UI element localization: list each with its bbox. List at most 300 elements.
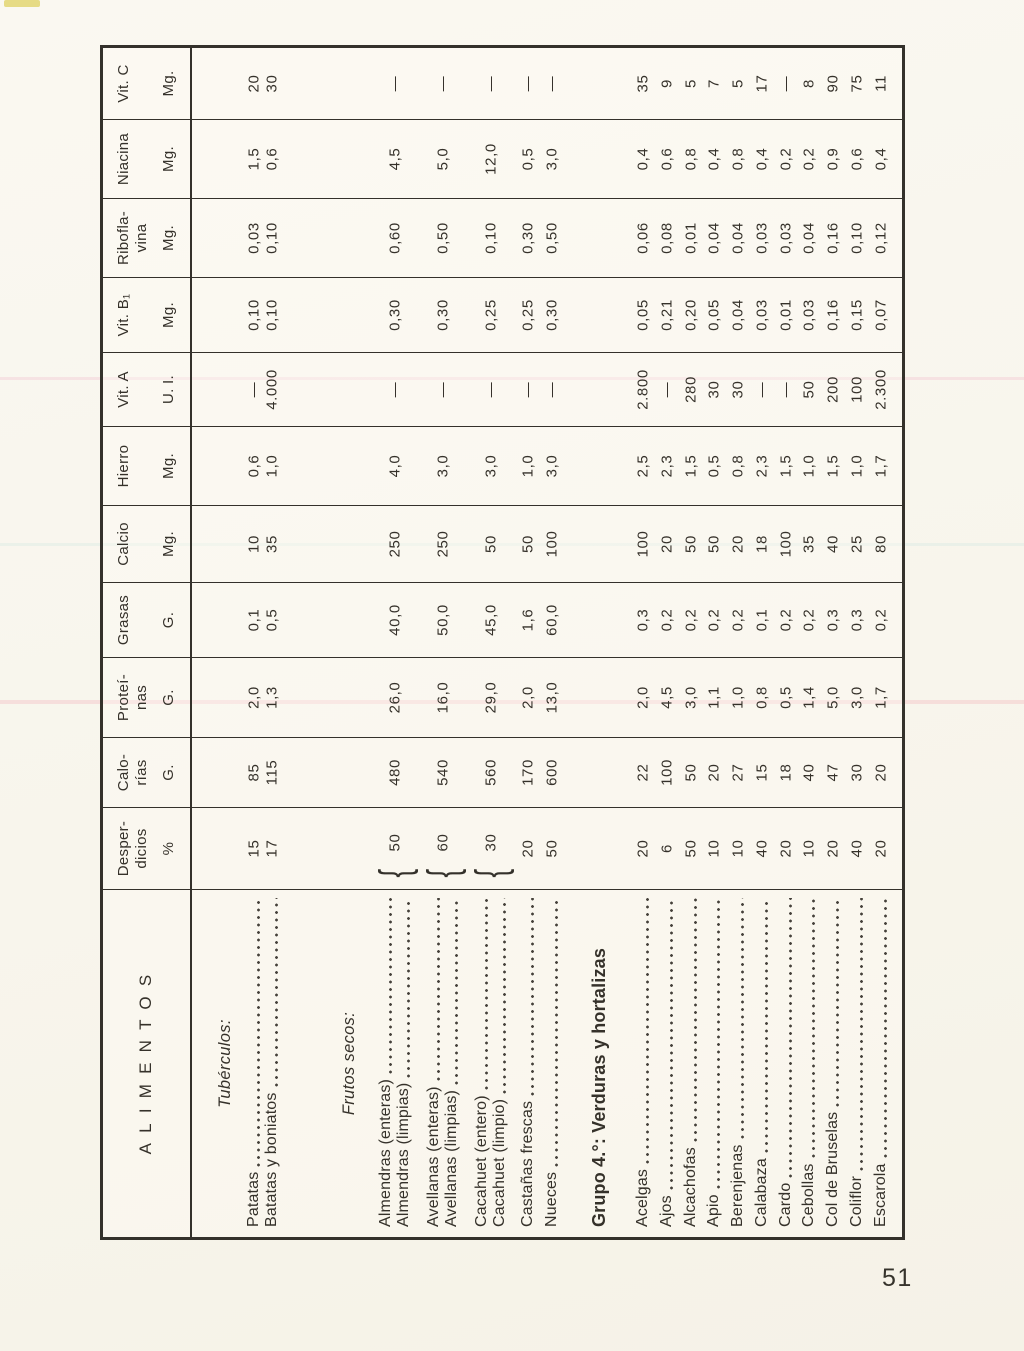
dotted-leader: [454, 898, 459, 1085]
cell-vit_c: 90: [824, 74, 842, 93]
cell-grasas: 0,2: [777, 608, 795, 632]
cell-riboflavina: 0,16: [824, 222, 842, 254]
column-header-unit: Mg.: [160, 453, 178, 479]
cell-grasas: 0,2: [682, 608, 700, 632]
cell-vit_c: 30: [263, 74, 281, 93]
cell-proteinas: 1,0: [729, 686, 747, 709]
cell-niacina: 0,9: [824, 147, 842, 171]
food-name-label: Alcachofas: [682, 1147, 699, 1227]
cell-vit_c: 20: [245, 74, 263, 93]
dotted-leader: [436, 898, 441, 1081]
cell-grasas: 0,5: [263, 608, 281, 632]
header-separator-line: [190, 48, 192, 1237]
column-header-name: [115, 133, 133, 185]
cell-calcio: 50: [482, 535, 500, 553]
cell-calcio: 100: [634, 530, 652, 558]
cell-desperdicios: 60: [434, 833, 452, 852]
cell-riboflavina: 0,50: [434, 222, 452, 254]
cell-vit_b1: 0,01: [777, 299, 795, 331]
food-row: [729, 896, 747, 1227]
cell-vit_c: —: [434, 75, 452, 92]
header-line: Niacina: [115, 132, 132, 186]
column-hierro: [103, 427, 902, 506]
cell-niacina: 4,5: [386, 147, 404, 171]
food-name-label: Calabaza: [753, 1158, 770, 1227]
column-header-desperdicios: [103, 808, 190, 889]
cell-grasas: 0,1: [245, 608, 263, 632]
column-riboflavina: [103, 199, 902, 278]
cell-niacina: 0,4: [634, 147, 652, 171]
column-desperdicios: [103, 808, 902, 890]
cell-calcio: 20: [729, 535, 747, 553]
cell-desperdicios: 20: [634, 839, 652, 858]
cell-vit_b1: 0,20: [682, 299, 700, 331]
cell-calorias: 30: [848, 763, 866, 782]
column-alimentos: [103, 890, 902, 1237]
cell-proteinas: 2,0: [634, 686, 652, 709]
rotated-table-container: [100, 45, 905, 1240]
cell-calorias: 40: [800, 763, 818, 782]
cell-niacina: 0,2: [800, 147, 818, 171]
column-vit_a: [103, 353, 902, 427]
cell-desperdicios: 17: [263, 839, 281, 858]
cell-calcio: 100: [777, 530, 795, 558]
food-name-label: Castañas frescas: [519, 1100, 536, 1227]
header-line: Proteí-: [115, 673, 132, 722]
cell-calcio: 35: [263, 535, 281, 553]
cell-calcio: 18: [753, 535, 771, 553]
cell-hierro: 3,0: [434, 454, 452, 478]
cell-niacina: 1,5: [245, 147, 263, 171]
cell-proteinas: 0,5: [777, 686, 795, 709]
cell-proteinas: 3,0: [848, 686, 866, 709]
column-header-unit: G.: [160, 764, 178, 781]
food-row: [682, 896, 700, 1227]
cell-hierro: 0,5: [705, 454, 723, 478]
cell-vit_b1: 0,30: [434, 299, 452, 331]
header-line: Vit. B₁: [115, 293, 132, 337]
cell-proteinas: 1,4: [800, 686, 818, 709]
cell-calorias: 115: [263, 759, 281, 786]
cell-grasas: 40,0: [386, 604, 404, 636]
food-name-label: Cacahuet (entero): [473, 1095, 490, 1227]
cell-proteinas: 16,0: [434, 681, 452, 714]
cell-hierro: 1,0: [519, 454, 537, 478]
cell-vit_c: 5: [729, 79, 747, 88]
cell-niacina: 3,0: [543, 147, 561, 171]
cell-vit_a: —: [434, 381, 452, 398]
cell-calcio: 100: [543, 530, 561, 558]
dotted-leader: [484, 898, 489, 1090]
cell-proteinas: 13,0: [543, 681, 561, 714]
cell-riboflavina: 0,03: [245, 222, 263, 254]
dotted-leader: [811, 898, 816, 1158]
cell-hierro: 1,5: [682, 454, 700, 478]
column-header-unit: Mg.: [160, 146, 178, 172]
cell-vit_a: 50: [800, 380, 818, 399]
food-name-label: Acelgas: [634, 1168, 651, 1227]
food-row: [800, 896, 818, 1227]
cell-hierro: 2,5: [634, 454, 652, 478]
dotted-leader: [274, 898, 279, 1087]
cell-vit_c: 7: [705, 79, 723, 88]
cell-proteinas: 1,1: [705, 686, 723, 709]
cell-riboflavina: 0,04: [729, 222, 747, 254]
cell-grasas: 0,2: [705, 608, 723, 632]
cell-vit_c: —: [482, 75, 500, 92]
food-name-label: Nueces: [543, 1171, 560, 1227]
cell-calorias: 20: [872, 763, 890, 782]
food-name-label: Almendras (limpias): [395, 1082, 412, 1227]
cell-vit_b1: 0,03: [800, 299, 818, 331]
column-header-unit: Mg.: [160, 70, 178, 97]
cell-calcio: 20: [658, 535, 676, 553]
cell-desperdicios: 15: [245, 839, 263, 858]
header-line: Desper-: [115, 820, 132, 877]
food-row: [491, 896, 509, 1227]
column-header-vit_a: [103, 353, 190, 426]
column-header-unit: Mg.: [160, 531, 178, 557]
cell-vit_c: —: [519, 75, 537, 92]
column-header-unit: G.: [160, 611, 178, 629]
cell-niacina: 0,5: [519, 147, 537, 171]
cell-calorias: 18: [777, 763, 795, 782]
cell-hierro: 1,5: [824, 454, 842, 478]
cell-vit_c: —: [777, 75, 795, 92]
cell-grasas: 0,2: [800, 608, 818, 632]
food-name-label: Cardo: [777, 1182, 794, 1227]
food-row: [245, 896, 263, 1227]
cell-niacina: 0,4: [753, 147, 771, 171]
dotted-leader: [669, 898, 674, 1190]
dotted-leader: [835, 898, 840, 1107]
cell-calorias: 600: [543, 759, 561, 786]
cell-calorias: 27: [729, 763, 747, 782]
pair-brace: {: [465, 868, 515, 878]
cell-vit_a: —: [519, 381, 537, 398]
column-header-name: [115, 371, 133, 408]
cell-riboflavina: 0,04: [705, 222, 723, 254]
food-name-label: Coliflor: [848, 1175, 865, 1227]
column-header-vit_c: [103, 48, 190, 119]
cell-hierro: 3,0: [543, 454, 561, 478]
cell-vit_a: 2.300: [872, 369, 890, 410]
column-header-calcio: [103, 506, 190, 582]
cell-hierro: 1,5: [777, 454, 795, 478]
scan-artifact-yellow: [4, 0, 40, 7]
food-row: [658, 896, 676, 1227]
cell-vit_c: 35: [634, 74, 652, 93]
dotted-leader: [530, 898, 535, 1096]
food-name-label: Cacahuet (limpio): [491, 1098, 508, 1227]
cell-riboflavina: 0,06: [634, 222, 652, 254]
dotted-leader: [788, 898, 793, 1178]
food-row: [425, 896, 443, 1227]
column-calcio: [103, 506, 902, 583]
cell-vit_b1: 0,03: [753, 299, 771, 331]
column-header-unit: G.: [160, 689, 178, 706]
cell-calorias: 100: [658, 759, 676, 786]
cell-vit_a: 280: [682, 376, 700, 403]
cell-desperdicios: 20: [519, 839, 537, 858]
header-line: rías: [132, 759, 150, 786]
food-name-label: Avellanas (limpias): [443, 1089, 460, 1227]
dotted-leader: [645, 898, 650, 1164]
cell-vit_a: 30: [729, 380, 747, 399]
cell-vit_b1: 0,07: [872, 299, 890, 331]
cell-hierro: 0,6: [245, 454, 263, 478]
cell-desperdicios: 10: [705, 839, 723, 858]
cell-hierro: 2,3: [753, 454, 771, 478]
food-name-label: Cebollas: [800, 1163, 817, 1227]
cell-riboflavina: 0,03: [777, 222, 795, 254]
cell-vit_a: 2.800: [634, 369, 652, 410]
food-names-body: [103, 890, 902, 1237]
cell-desperdicios: 40: [848, 839, 866, 858]
cell-desperdicios: 10: [729, 839, 747, 858]
cell-vit_a: 200: [824, 376, 842, 403]
cell-calcio: 250: [386, 530, 404, 558]
dotted-leader: [883, 898, 888, 1158]
cell-vit_c: 75: [848, 74, 866, 93]
cell-riboflavina: 0,60: [386, 222, 404, 254]
cell-riboflavina: 0,30: [519, 222, 537, 254]
column-header-hierro: [103, 427, 190, 505]
cell-riboflavina: 0,04: [800, 222, 818, 254]
cell-proteinas: 5,0: [824, 686, 842, 709]
cell-niacina: 0,6: [263, 147, 281, 171]
header-line: Vit. A: [115, 371, 132, 408]
cell-calorias: 20: [705, 763, 723, 782]
column-calorias: [103, 738, 902, 808]
food-row: [443, 896, 461, 1227]
cell-vit_c: 11: [872, 75, 890, 92]
food-row: [824, 896, 842, 1227]
food-row: [377, 896, 395, 1227]
dotted-leader: [740, 898, 745, 1139]
dotted-leader: [859, 898, 864, 1171]
cell-proteinas: 29,0: [482, 681, 500, 714]
cell-vit_a: 30: [705, 380, 723, 399]
cell-calorias: 170: [519, 759, 537, 786]
header-line: Ribofla-: [115, 210, 132, 266]
food-row: [872, 896, 890, 1227]
cell-desperdicios: 50: [543, 839, 561, 858]
cell-calorias: 540: [434, 759, 452, 786]
cell-niacina: 0,2: [777, 147, 795, 171]
cell-grasas: 60,0: [543, 604, 561, 636]
cell-desperdicios: 30: [482, 833, 500, 852]
cell-desperdicios: 50: [386, 833, 404, 852]
cell-hierro: 1,0: [800, 454, 818, 478]
cell-niacina: 12,0: [482, 143, 500, 175]
cell-hierro: 4,0: [386, 454, 404, 478]
cell-proteinas: 3,0: [682, 686, 700, 709]
column-header-name: [115, 522, 133, 565]
column-header-proteinas: [103, 658, 190, 737]
cell-grasas: 0,3: [848, 608, 866, 632]
column-vit_b1: [103, 278, 902, 353]
cell-calcio: 50: [682, 535, 700, 553]
cell-vit_b1: 0,30: [386, 299, 404, 331]
dotted-leader: [406, 898, 411, 1078]
food-name-label: Berenjenas: [729, 1144, 746, 1227]
cell-vit_a: 4.000: [263, 369, 281, 410]
cell-hierro: 2,3: [658, 454, 676, 478]
food-name-label: Almendras (enteras): [377, 1079, 394, 1227]
food-name-label: Avellanas (enteras): [425, 1086, 442, 1227]
cell-vit_a: —: [386, 381, 404, 398]
food-name-label: Ajos: [658, 1195, 675, 1227]
cell-hierro: 0,8: [729, 454, 747, 478]
column-header-vit_b1: [103, 278, 190, 352]
header-line: dicios: [132, 828, 150, 869]
dotted-leader: [716, 898, 721, 1189]
alimentos-header: ALIMENTOS: [136, 964, 156, 1155]
cell-vit_c: —: [543, 75, 561, 92]
cell-desperdicios: 20: [872, 839, 890, 858]
cell-vit_a: —: [543, 381, 561, 398]
cell-calorias: 15: [753, 763, 771, 782]
food-row: [263, 896, 281, 1227]
cell-vit_b1: 0,10: [263, 299, 281, 331]
food-name-label: Batatas y boniatos: [263, 1092, 280, 1227]
cell-calcio: 50: [519, 535, 537, 553]
cell-proteinas: 4,5: [658, 686, 676, 709]
cell-desperdicios: 40: [753, 839, 771, 858]
cell-desperdicios: 20: [777, 839, 795, 858]
header-line: Calcio: [115, 522, 132, 566]
cell-niacina: 0,6: [658, 147, 676, 171]
cell-vit_a: —: [658, 381, 676, 398]
group-label: Tubérculos:: [216, 1019, 234, 1108]
cell-desperdicios: 10: [800, 839, 818, 858]
column-header-unit: Mg.: [160, 225, 178, 251]
header-line: Grasas: [115, 594, 132, 646]
header-line: Calo-: [115, 753, 132, 792]
cell-niacina: 0,8: [729, 147, 747, 171]
column-proteinas: [103, 658, 902, 738]
column-vit_c: [103, 48, 902, 120]
food-row: [753, 896, 771, 1227]
cell-proteinas: 1,7: [872, 686, 890, 709]
page-number: 51: [882, 1264, 913, 1292]
cell-calorias: 480: [386, 759, 404, 786]
cell-desperdicios: 6: [658, 844, 676, 853]
food-row: [705, 896, 723, 1227]
cell-calcio: 40: [824, 535, 842, 553]
cell-riboflavina: 0,50: [543, 222, 561, 254]
cell-vit_b1: 0,21: [658, 299, 676, 331]
header-line: nas: [132, 684, 150, 711]
column-header-calorias: [103, 738, 190, 807]
dotted-leader: [764, 898, 769, 1153]
food-name-label: Col de Bruselas: [824, 1111, 841, 1227]
cell-vit_a: —: [482, 381, 500, 398]
cell-calorias: 50: [682, 763, 700, 782]
cell-vit_b1: 0,30: [543, 299, 561, 331]
column-header-name: [115, 595, 133, 645]
cell-niacina: 5,0: [434, 147, 452, 171]
cell-riboflavina: 0,08: [658, 222, 676, 254]
column-niacina: [103, 120, 902, 199]
cell-calorias: 560: [482, 759, 500, 786]
food-row: [634, 896, 652, 1227]
dotted-leader: [388, 898, 393, 1074]
cell-proteinas: 1,3: [263, 686, 281, 709]
cell-grasas: 0,2: [729, 608, 747, 632]
cell-proteinas: 2,0: [519, 686, 537, 709]
cell-vit_c: —: [386, 75, 404, 92]
header-line: vina: [132, 223, 150, 253]
cell-calcio: 35: [800, 535, 818, 553]
column-header-unit: %: [160, 841, 178, 856]
cell-riboflavina: 0,12: [872, 222, 890, 254]
food-row: [543, 896, 561, 1227]
food-row: [848, 896, 866, 1227]
cell-riboflavina: 0,01: [682, 222, 700, 254]
cell-riboflavina: 0,10: [263, 222, 281, 254]
cell-hierro: 3,0: [482, 454, 500, 478]
cell-vit_a: —: [245, 381, 263, 398]
cell-niacina: 0,8: [682, 147, 700, 171]
cell-niacina: 0,6: [848, 147, 866, 171]
cell-grasas: 0,2: [658, 608, 676, 632]
cell-niacina: 0,4: [705, 147, 723, 171]
cell-grasas: 0,3: [634, 608, 652, 632]
cell-vit_b1: 0,25: [482, 299, 500, 331]
dotted-leader: [256, 898, 261, 1167]
column-header-niacina: [103, 120, 190, 198]
cell-hierro: 1,0: [263, 454, 281, 478]
cell-calorias: 85: [245, 763, 263, 782]
cell-hierro: 1,7: [872, 454, 890, 478]
pair-brace: {: [417, 868, 467, 878]
column-header-name: [115, 821, 150, 876]
cell-vit_a: —: [753, 381, 771, 398]
cell-grasas: 0,3: [824, 608, 842, 632]
cell-vit_c: 17: [753, 74, 771, 93]
cell-vit_b1: 0,05: [705, 299, 723, 331]
cell-riboflavina: 0,03: [753, 222, 771, 254]
group-label: Frutos secos:: [340, 1011, 358, 1116]
dotted-leader: [502, 898, 507, 1094]
cell-vit_c: 9: [658, 79, 676, 88]
cell-calcio: 250: [434, 530, 452, 558]
cell-niacina: 0,4: [872, 147, 890, 171]
cell-grasas: 0,1: [753, 608, 771, 632]
column-header-unit: Mg.: [160, 302, 178, 328]
column-header-name: [115, 445, 133, 488]
column-header-unit: U. I.: [160, 375, 178, 405]
food-row: [473, 896, 491, 1227]
dotted-leader: [554, 898, 559, 1167]
cell-grasas: 1,6: [519, 608, 537, 632]
food-name-label: Patatas: [245, 1171, 262, 1227]
cell-proteinas: 2,0: [245, 686, 263, 709]
cell-vit_b1: 0,04: [729, 299, 747, 331]
cell-desperdicios: 50: [682, 839, 700, 858]
cell-hierro: 1,0: [848, 454, 866, 478]
header-line: Vit. C: [115, 64, 132, 103]
cell-vit_b1: 0,05: [634, 299, 652, 331]
cell-proteinas: 0,8: [753, 686, 771, 709]
cell-vit_b1: 0,25: [519, 299, 537, 331]
food-row: [519, 896, 537, 1227]
cell-grasas: 50,0: [434, 604, 452, 636]
cell-calorias: 47: [824, 763, 842, 782]
header-line: Hierro: [115, 444, 132, 488]
